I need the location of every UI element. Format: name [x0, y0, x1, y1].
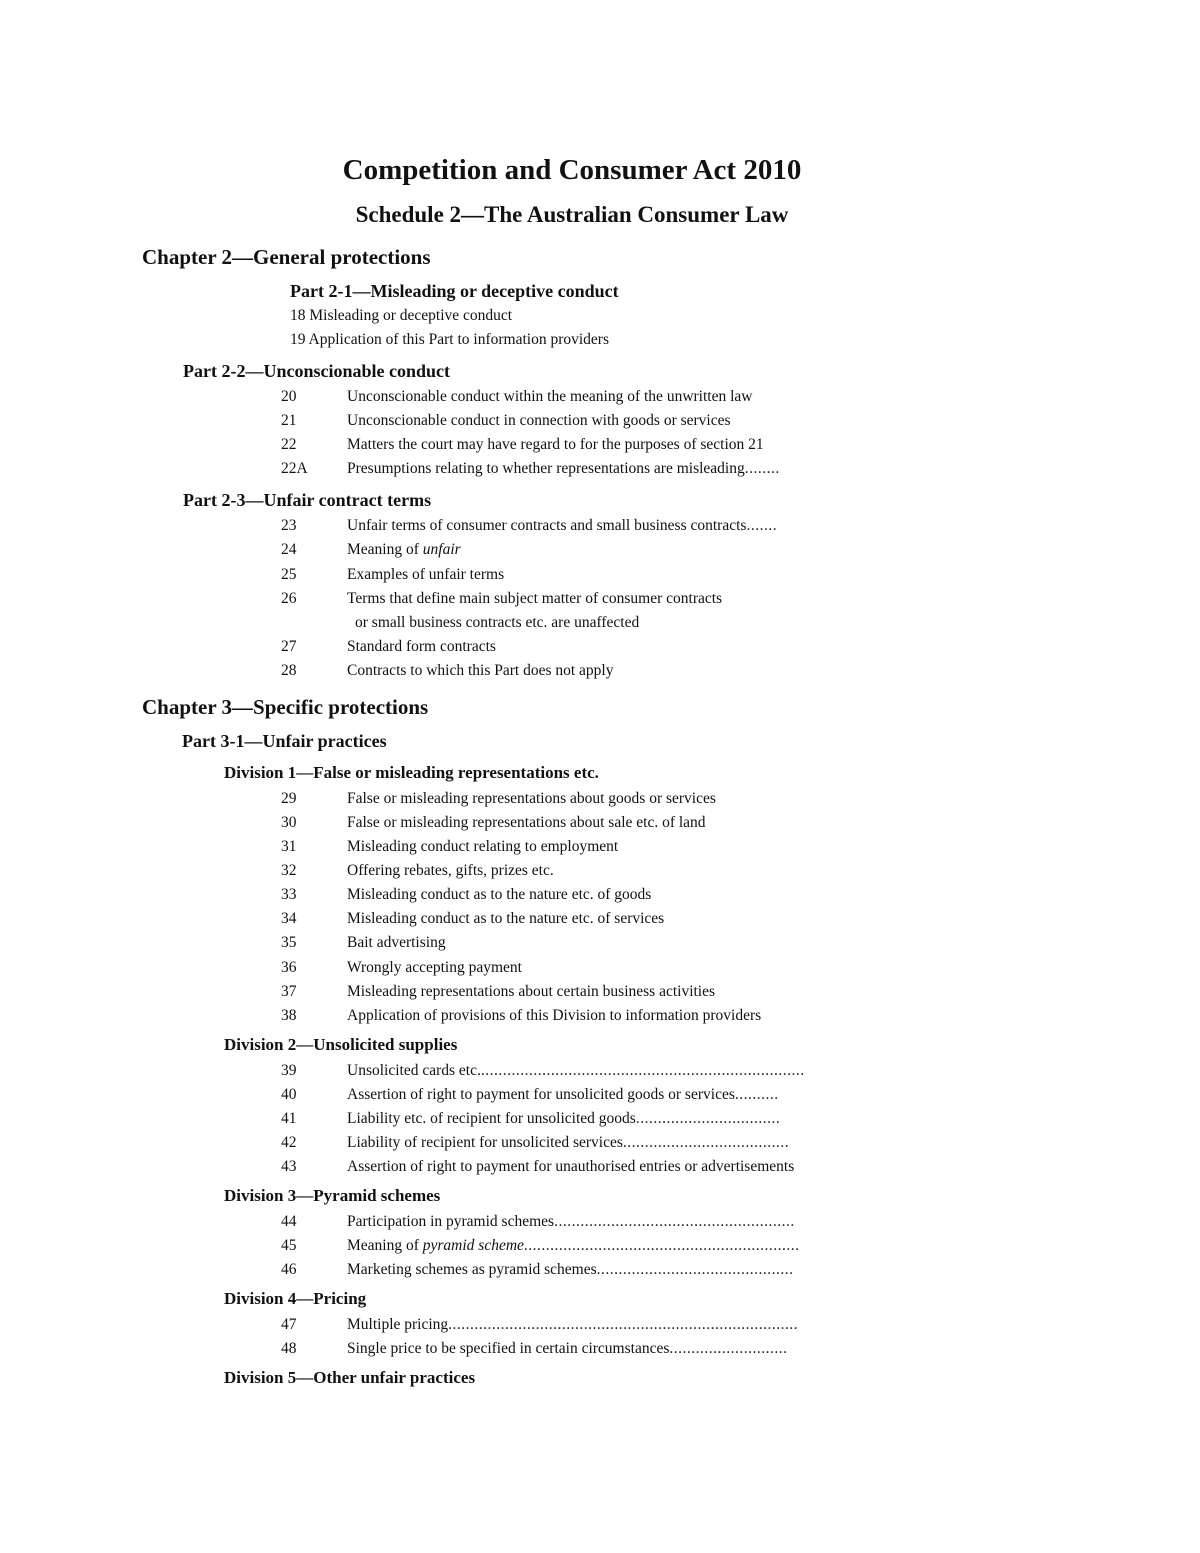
document-title: Competition and Consumer Act 2010	[342, 154, 802, 186]
section-38-title[interactable]: Application of provisions of this Division to information providers	[347, 1007, 762, 1024]
dot-leader: .......................................................	[554, 1213, 795, 1230]
part-2-3-heading[interactable]: Part 2-3—Unfair contract terms	[183, 490, 432, 510]
section-number: 33	[281, 886, 297, 903]
section-number: 34	[281, 910, 297, 927]
section-39-title: Unsolicited cards etc.	[347, 1062, 481, 1079]
section-number: 44	[281, 1213, 297, 1230]
section-42-title: Liability of recipient for unsolicited services	[347, 1134, 623, 1151]
section-41-entry[interactable]	[347, 1110, 780, 1128]
dot-leader: ...........................	[669, 1340, 788, 1357]
section-number: 43	[281, 1158, 297, 1175]
section-22a-entry[interactable]	[347, 460, 780, 478]
section-47-entry[interactable]	[347, 1316, 798, 1334]
chapter-3-heading: Chapter 3—Specific protections	[142, 695, 429, 719]
section-37-title[interactable]: Misleading representations about certain business activities	[347, 983, 716, 1000]
section-39-entry[interactable]	[347, 1062, 805, 1080]
section-number: 41	[281, 1110, 297, 1127]
dot-leader: .......	[746, 517, 778, 534]
section-42-entry[interactable]	[347, 1134, 789, 1152]
section-number: 29	[281, 790, 297, 807]
section-45-title: Meaning of	[347, 1237, 423, 1254]
section-23-title: Unfair terms of consumer contracts and small business contracts	[347, 517, 747, 534]
section-21-title[interactable]: Unconscionable conduct in connection with goods or services	[347, 412, 731, 429]
section-number: 45	[281, 1237, 297, 1254]
section-48-entry[interactable]	[347, 1340, 787, 1358]
section-35-title[interactable]: Bait advertising	[347, 934, 446, 951]
division-4-heading[interactable]: Division 4—Pricing	[224, 1289, 367, 1308]
section-47-title: Multiple pricing	[347, 1316, 449, 1333]
section-number: 31	[281, 838, 297, 855]
dot-leader: ................................................................................	[448, 1316, 799, 1333]
section-30-title[interactable]: False or misleading representations about sale etc. of land	[347, 814, 706, 831]
section-24-entry[interactable]	[347, 541, 461, 559]
section-22a-title: Presumptions relating to whether representations are misleading	[347, 460, 745, 477]
section-45-entry[interactable]	[347, 1237, 800, 1255]
section-18-entry[interactable]: 18 Misleading or deceptive conduct	[290, 307, 513, 324]
section-34-title[interactable]: Misleading conduct as to the nature etc. of services	[347, 910, 665, 927]
section-46-title: Marketing schemes as pyramid schemes	[347, 1261, 597, 1278]
section-number: 20	[281, 388, 297, 405]
section-44-title: Participation in pyramid schemes	[347, 1213, 555, 1230]
section-36-title[interactable]: Wrongly accepting payment	[347, 959, 522, 976]
section-43-title[interactable]: Assertion of right to payment for unauthorised entries or advertisements	[347, 1158, 795, 1175]
dot-leader: ......................................	[622, 1134, 790, 1151]
section-46-entry[interactable]	[347, 1261, 794, 1279]
defined-term: unfair	[422, 541, 461, 558]
defined-term: pyramid scheme	[422, 1237, 524, 1254]
section-number: 35	[281, 934, 297, 951]
section-48-title: Single price to be specified in certain circumstances	[347, 1340, 670, 1357]
section-number: 40	[281, 1086, 297, 1103]
section-number: 47	[281, 1316, 297, 1333]
section-number: 24	[281, 541, 297, 558]
section-25-title[interactable]: Examples of unfair terms	[347, 566, 505, 583]
section-number: 26	[281, 590, 297, 607]
section-number: 46	[281, 1261, 297, 1278]
division-3-heading[interactable]: Division 3—Pyramid schemes	[224, 1186, 441, 1205]
section-number: 22A	[281, 460, 308, 477]
section-26-title[interactable]: Terms that define main subject matter of consumer contracts	[347, 590, 723, 607]
section-31-title[interactable]: Misleading conduct relating to employment	[347, 838, 619, 855]
schedule-title: Schedule 2—The Australian Consumer Law	[355, 202, 789, 227]
section-number: 27	[281, 638, 297, 655]
dot-leader: ...............................................................	[523, 1237, 800, 1254]
dot-leader: .................................	[635, 1110, 781, 1127]
section-33-title[interactable]: Misleading conduct as to the nature etc. of goods	[347, 886, 652, 903]
dot-leader: ..........................................................................	[480, 1062, 805, 1079]
part-3-1-heading[interactable]: Part 3-1—Unfair practices	[182, 731, 387, 751]
section-number: 42	[281, 1134, 297, 1151]
section-number: 37	[281, 983, 297, 1000]
section-27-title[interactable]: Standard form contracts	[347, 638, 496, 655]
section-26-title-continued[interactable]: or small business contracts etc. are unaffected	[355, 614, 640, 631]
section-19-entry[interactable]: 19 Application of this Part to information providers	[290, 331, 609, 348]
section-41-title: Liability etc. of recipient for unsolicited goods	[347, 1110, 636, 1127]
section-number: 25	[281, 566, 297, 583]
section-28-title[interactable]: Contracts to which this Part does not apply	[347, 662, 614, 679]
section-number: 23	[281, 517, 297, 534]
section-22-title[interactable]: Matters the court may have regard to for the purposes of section 21	[347, 436, 764, 453]
section-number: 22	[281, 436, 297, 453]
section-number: 32	[281, 862, 297, 879]
section-number: 28	[281, 662, 297, 679]
section-40-entry[interactable]	[347, 1086, 779, 1104]
section-24-title: Meaning of	[347, 541, 423, 558]
section-number: 21	[281, 412, 297, 429]
division-5-heading[interactable]: Division 5—Other unfair practices	[224, 1368, 476, 1387]
section-number: 30	[281, 814, 297, 831]
dot-leader: .............................................	[596, 1261, 794, 1278]
section-20-title[interactable]: Unconscionable conduct within the meaning of the unwritten law	[347, 388, 753, 405]
dot-leader: ..........	[734, 1086, 779, 1103]
section-number: 48	[281, 1340, 297, 1357]
division-2-heading[interactable]: Division 2—Unsolicited supplies	[224, 1035, 458, 1054]
section-29-title[interactable]: False or misleading representations about goods or services	[347, 790, 716, 807]
part-2-1-heading[interactable]: Part 2-1—Misleading or deceptive conduct	[290, 281, 619, 301]
division-1-heading[interactable]: Division 1—False or misleading representations etc.	[224, 763, 599, 782]
section-32-title[interactable]: Offering rebates, gifts, prizes etc.	[347, 862, 554, 879]
section-number: 39	[281, 1062, 297, 1079]
part-2-2-heading[interactable]: Part 2-2—Unconscionable conduct	[183, 361, 450, 381]
chapter-2-heading: Chapter 2—General protections	[142, 245, 431, 269]
section-23-entry[interactable]	[347, 517, 777, 535]
section-44-entry[interactable]	[347, 1213, 795, 1231]
section-number: 38	[281, 1007, 297, 1024]
section-40-title: Assertion of right to payment for unsolicited goods or services	[347, 1086, 735, 1103]
section-number: 36	[281, 959, 297, 976]
dot-leader: ........	[744, 460, 780, 477]
